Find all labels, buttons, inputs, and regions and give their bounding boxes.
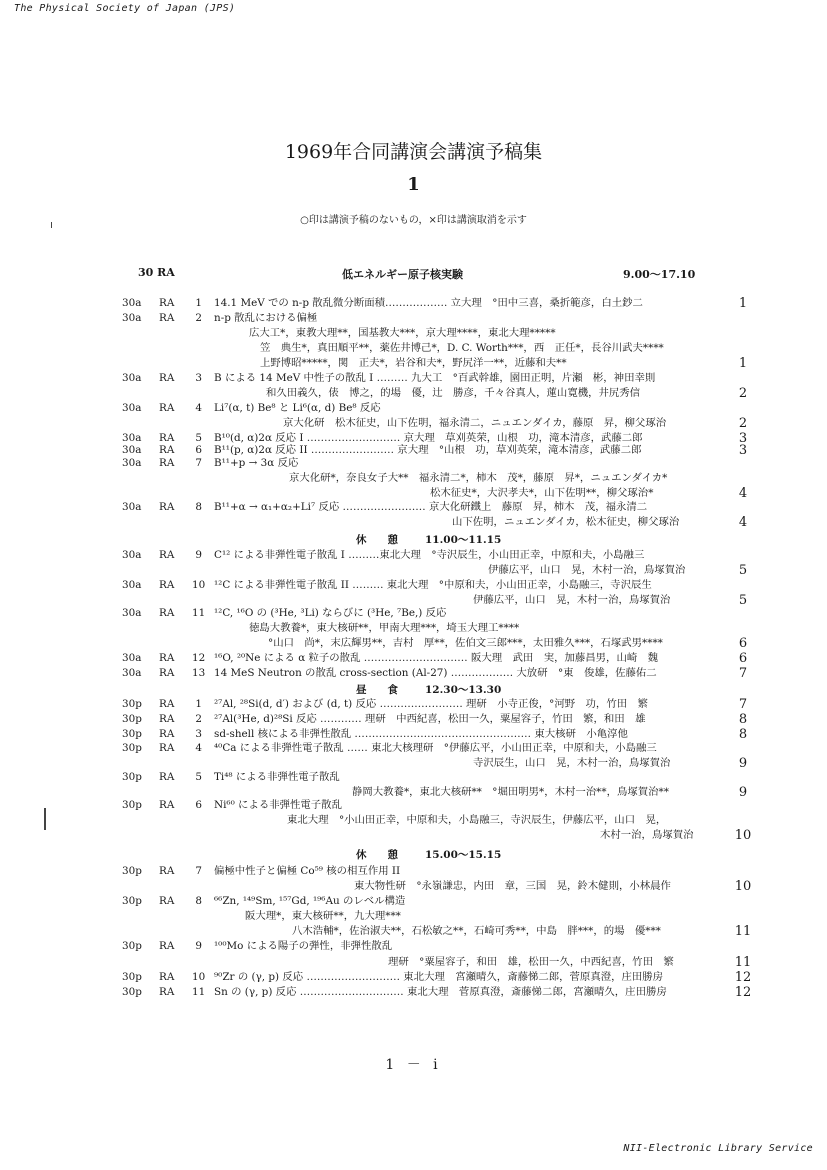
break-row xyxy=(0,682,827,697)
program-line xyxy=(0,712,827,727)
session-room: RA xyxy=(159,728,175,740)
talk-entry: 伊藤広平，山口 晃，木村一治，鳥塚賀治 xyxy=(473,594,671,606)
talk-entry: 静岡大教養*，東北大核研** °堀田明男*，木村一治**，鳥塚賀治** xyxy=(352,786,669,798)
source-footer: NII-Electronic Library Service xyxy=(623,1143,813,1154)
talk-entry: ²⁷Al(³He, d)²⁸Si 反応 ………… 理研 中西紀喜，松田一久，粟屋容子，竹田 繁，和田 雄 xyxy=(214,713,646,725)
session-day: 30p xyxy=(122,742,142,754)
page-ref: 2 xyxy=(738,386,748,401)
page-ref: 4 xyxy=(738,486,748,501)
program-line xyxy=(0,939,827,954)
program-line xyxy=(0,578,827,593)
talk-entry: 和久田義久，俵 博之，的場 優，辻 勝彦，千々谷真人，蓮山寛機，井尻秀信 xyxy=(266,387,641,399)
program-line xyxy=(0,621,827,636)
talk-number: 3 xyxy=(195,728,202,740)
page-ref: 11 xyxy=(734,955,752,970)
talk-entry: ¹⁶O, ²⁰Ne による α 粒子の散乱 ………………………… 阪大理 武田 実，加藤昌男，山崎 魏 xyxy=(214,652,659,664)
session-day: 30p xyxy=(122,971,142,983)
break-label: 昼 食 xyxy=(356,684,398,696)
session-room: RA xyxy=(159,432,175,444)
break-label: 休 憩 xyxy=(356,849,398,861)
session-room: RA xyxy=(159,940,175,952)
session-room: RA xyxy=(159,698,175,710)
talk-entry: 理研 °粟屋容子，和田 雄，松田一久，中西紀喜，竹田 繁 xyxy=(388,956,674,968)
talk-number: 6 xyxy=(195,799,202,811)
program-line xyxy=(0,651,827,666)
program-line xyxy=(0,636,827,651)
session-day: 30p xyxy=(122,895,142,907)
program-line xyxy=(0,985,827,1000)
session-room: RA xyxy=(159,799,175,811)
talk-entry: 東大物性研 °永嶺謙忠，内田 章，三国 晃，鈴木健則，小林晨作 xyxy=(354,880,671,892)
talk-number: 10 xyxy=(192,579,206,591)
session-header xyxy=(0,266,827,282)
page-ref: 11 xyxy=(734,924,752,939)
page-ref: 8 xyxy=(738,712,748,727)
talk-entry: ²⁷Al, ²⁸Si(d, d′) および (d, t) 反応 …………………… 理研 小寺正俊，°河野 功，竹田 繁 xyxy=(214,698,648,710)
talk-number: 5 xyxy=(195,432,202,444)
program-line xyxy=(0,341,827,356)
program-line xyxy=(0,606,827,621)
program-line xyxy=(0,486,827,501)
program-line xyxy=(0,756,827,771)
page-ref: 10 xyxy=(734,879,752,894)
program-line xyxy=(0,909,827,924)
program-line xyxy=(0,326,827,341)
session-room: RA xyxy=(159,549,175,561)
talk-number: 2 xyxy=(195,713,202,725)
session-room: RA xyxy=(159,713,175,725)
page-ref: 10 xyxy=(734,828,752,843)
program-line xyxy=(0,471,827,486)
session-day: 30p xyxy=(122,713,142,725)
talk-entry: 笠 典生*，真田順平**，薬佐井博己*，D. C. Worth***，西 正任*，長谷川武夫**** xyxy=(260,342,664,354)
program-line xyxy=(0,500,827,515)
session-day: 30a xyxy=(122,432,142,444)
program-line xyxy=(0,666,827,681)
talk-number: 9 xyxy=(195,549,202,561)
page-ref: 5 xyxy=(738,593,748,608)
session-room: RA xyxy=(159,986,175,998)
program-line xyxy=(0,924,827,939)
page-ref: 6 xyxy=(738,651,748,666)
talk-entry: ¹⁰⁰Mo による陽子の弾性，非弾性散乱 xyxy=(214,940,393,952)
program-line xyxy=(0,456,827,471)
program-line xyxy=(0,741,827,756)
legend-note: ○印は講演予稿のないもの，×印は講演取消を示す xyxy=(300,215,527,226)
break-time: 12.30～13.30 xyxy=(425,684,502,696)
session-room: RA xyxy=(159,667,175,679)
talk-entry: 上野博昭*****，関 正夫*，岩谷和夫*，野尻洋一**，近藤和夫** xyxy=(260,357,567,369)
talk-entry: ⁹⁰Zr の (γ, p) 反応 ……………………… 東北大理 宮瀬晴久，斎藤悌二郎，菅原真澄，庄田勝房 xyxy=(214,971,664,983)
talk-number: 1 xyxy=(195,297,202,309)
page-ref: 3 xyxy=(738,443,748,458)
talk-entry: sd-shell 核による非弾性散乱 …………………………………………… 東大核研 小亀淳他 xyxy=(214,728,628,740)
session-day: 30a xyxy=(122,607,142,619)
talk-entry: 偏極中性子と偏極 Co⁵⁹ 核の相互作用 II xyxy=(214,865,401,877)
talk-entry: 伊藤広平，山口 晃，木村一治，鳥塚賀治 xyxy=(488,564,686,576)
talk-number: 1 xyxy=(195,698,202,710)
session-room: RA xyxy=(159,865,175,877)
session-name: 低エネルギー原子核実験 xyxy=(342,268,463,281)
session-room: RA xyxy=(159,579,175,591)
talk-number: 7 xyxy=(195,865,202,877)
page-ref: 7 xyxy=(738,666,748,681)
program-line xyxy=(0,970,827,985)
page-ref: 3 xyxy=(738,431,748,446)
program-line xyxy=(0,311,827,326)
talk-number: 6 xyxy=(195,444,202,456)
page-ref: 7 xyxy=(738,697,748,712)
talk-entry: 14 MeS Neutron の散乱 cross-section (Al-27) ……………… 大放研 °東 俊雄，佐藤佑二 xyxy=(214,667,657,679)
program-line xyxy=(0,864,827,879)
talk-entry: B¹¹+p → 3α 反応 xyxy=(214,457,299,469)
program-line xyxy=(0,563,827,578)
talk-entry: ⁴⁰Ca による非弾性電子散乱 …… 東北大核理研 °伊藤広平，小山田正幸，中原和夫，小島融三 xyxy=(214,742,657,754)
session-day: 30p xyxy=(122,940,142,952)
program-line xyxy=(0,813,827,828)
volume-number: 1 xyxy=(407,174,420,195)
source-header: The Physical Society of Japan (JPS) xyxy=(14,3,236,14)
talk-number: 4 xyxy=(195,402,202,414)
session-room: RA xyxy=(159,771,175,783)
talk-number: 11 xyxy=(192,607,206,619)
break-label: 休 憩 xyxy=(356,534,398,546)
talk-number: 9 xyxy=(195,940,202,952)
talk-number: 8 xyxy=(195,501,202,513)
program-line xyxy=(0,371,827,386)
session-day: 30a xyxy=(122,501,142,513)
talk-entry: 京大化研*，奈良女子大** 福永清二*，柿木 茂*，藤原 昇*，ニュエンダイカ* xyxy=(289,472,668,484)
session-day: 30a xyxy=(122,457,142,469)
program-line xyxy=(0,879,827,894)
session-day: 30p xyxy=(122,728,142,740)
talk-entry: C¹² による非弾性電子散乱 I ………東北大理 °寺沢辰生，小山田正幸，中原和夫，小島融三 xyxy=(214,549,645,561)
session-room: RA xyxy=(159,444,175,456)
program-line xyxy=(0,955,827,970)
session-day: 30a xyxy=(122,667,142,679)
talk-number: 3 xyxy=(195,372,202,384)
talk-entry: Sn の (γ, p) 反応 ………………………… 東北大理 菅原真澄，斎藤悌二郎，宮瀬晴久，庄田勝房 xyxy=(214,986,667,998)
talk-entry: 14.1 MeV での n-p 散乱微分断面積……………… 立大理 °田中三喜，桑折範彦，白土鈔二 xyxy=(214,297,643,309)
session-room: RA xyxy=(159,895,175,907)
page-ref: 1 xyxy=(738,356,748,371)
program-line xyxy=(0,296,827,311)
program-line xyxy=(0,727,827,742)
scan-mark xyxy=(44,808,46,830)
session-day: 30p xyxy=(122,986,142,998)
session-day: 30a xyxy=(122,579,142,591)
talk-entry: °山口 尚*，末広輝男**，吉村 厚**，佐伯文三郎***，太田雅久***，石塚武男**** xyxy=(268,637,663,649)
talk-number: 7 xyxy=(195,457,202,469)
talk-entry: Ti⁴⁸ による非弾性電子散乱 xyxy=(214,771,340,783)
talk-number: 4 xyxy=(195,742,202,754)
talk-entry: 八木浩輔*，佐治淑夫**，石松敏之**，石崎可秀**，中島 胖***，的場 優*** xyxy=(292,925,661,937)
talk-number: 10 xyxy=(192,971,206,983)
break-row xyxy=(0,847,827,862)
talk-entry: n-p 散乱における偏極 xyxy=(214,312,318,324)
talk-entry: B による 14 MeV 中性子の散乱 I ……… 九大工 °百武幹雄，園田正明，片瀬 彬，神田幸則 xyxy=(214,372,656,384)
talk-entry: B¹¹(p, α)2α 反応 II …………………… 京大理 °山根 功，草刈英荣，滝本清彦，武藤二郎 xyxy=(214,444,642,456)
page-ref: 9 xyxy=(738,785,748,800)
session-day: 30p xyxy=(122,698,142,710)
talk-entry: ¹²C, ¹⁶O の (³He, ³Li) ならびに (³He, ⁷Be,) 反応 xyxy=(214,607,447,619)
talk-entry: 寺沢辰生，山口 晃，木村一治，鳥塚賀治 xyxy=(473,757,671,769)
session-day: 30a xyxy=(122,652,142,664)
session-day: 30p xyxy=(122,865,142,877)
page-ref: 8 xyxy=(738,727,748,742)
session-room: RA xyxy=(159,652,175,664)
program-line xyxy=(0,798,827,813)
session-code: 30 RA xyxy=(138,266,175,279)
talk-entry: Li⁷(α, t) Be⁸ と Li⁶(α, d) Be⁸ 反応 xyxy=(214,402,381,414)
break-time: 15.00～15.15 xyxy=(425,849,502,861)
talk-entry: 山下佐明，ニュエンダイカ，松木征史，柳父琢治 xyxy=(452,516,680,528)
session-room: RA xyxy=(159,402,175,414)
session-day: 30p xyxy=(122,771,142,783)
session-room: RA xyxy=(159,312,175,324)
talk-entry: Ni⁶⁰ による非弾性電子散乱 xyxy=(214,799,342,811)
session-day: 30a xyxy=(122,444,142,456)
talk-entry: ⁶⁶Zn, ¹⁴⁹Sm, ¹⁵⁷Gd, ¹⁹⁶Au のレベル構造 xyxy=(214,895,406,907)
program-line xyxy=(0,386,827,401)
scan-mark xyxy=(51,222,52,228)
talk-number: 13 xyxy=(192,667,206,679)
session-day: 30a xyxy=(122,312,142,324)
page-ref: 2 xyxy=(738,416,748,431)
program-line xyxy=(0,894,827,909)
program-line xyxy=(0,515,827,530)
session-room: RA xyxy=(159,457,175,469)
session-room: RA xyxy=(159,501,175,513)
talk-number: 8 xyxy=(195,895,202,907)
talk-number: 2 xyxy=(195,312,202,324)
session-room: RA xyxy=(159,742,175,754)
session-room: RA xyxy=(159,297,175,309)
session-room: RA xyxy=(159,607,175,619)
session-day: 30a xyxy=(122,372,142,384)
talk-entry: B¹¹+α → α₁+α₂+Li⁷ 反応 …………………… 京大化研鐵上 藤原 昇，柿木 茂，福永清二 xyxy=(214,501,648,513)
program-line xyxy=(0,356,827,371)
talk-entry: 松木征史*，大沢孝夫*，山下佐明**，柳父琢治* xyxy=(430,487,654,499)
page-ref: 12 xyxy=(734,970,752,985)
talk-number: 5 xyxy=(195,771,202,783)
talk-entry: 徳島大教養*，東大核研**，甲南大理***，埼玉大理工**** xyxy=(249,622,520,634)
page-ref: 6 xyxy=(738,636,748,651)
session-room: RA xyxy=(159,372,175,384)
program-line xyxy=(0,548,827,563)
talk-entry: 阪大理*，東大核研**，九大理*** xyxy=(245,910,401,922)
page-ref: 12 xyxy=(734,985,752,1000)
program-line xyxy=(0,770,827,785)
talk-entry: 木村一治，鳥塚賀治 xyxy=(600,829,694,841)
page-ref: 4 xyxy=(738,515,748,530)
session-room: RA xyxy=(159,971,175,983)
session-day: 30a xyxy=(122,549,142,561)
talk-number: 11 xyxy=(192,986,206,998)
page-title: 1969年合同講演会講演予稿集 xyxy=(284,141,543,163)
program-line xyxy=(0,416,827,431)
talk-entry: B¹⁰(d, α)2α 反応 I ……………………… 京大理 草刈英荣，山根 功，滝本清彦，武藤二郎 xyxy=(214,432,643,444)
session-time: 9.00～17.10 xyxy=(623,268,696,281)
page-ref: 5 xyxy=(738,563,748,578)
program-line xyxy=(0,828,827,843)
page-ref: 9 xyxy=(738,756,748,771)
program-line xyxy=(0,697,827,712)
page-number: 1 － i xyxy=(385,1057,442,1073)
page-ref: 1 xyxy=(738,296,748,311)
break-time: 11.00～11.15 xyxy=(425,534,502,546)
talk-entry: ¹²C による非弾性電子散乱 II ……… 東北大理 °中原和夫，小山田正幸，小島融三，寺沢辰生 xyxy=(214,579,652,591)
break-row xyxy=(0,532,827,547)
session-day: 30a xyxy=(122,402,142,414)
talk-entry: 京大化研 松木征史，山下佐明，福永清二，ニュエンダイカ，藤原 昇，柳父琢治 xyxy=(283,417,667,429)
session-day: 30p xyxy=(122,799,142,811)
session-day: 30a xyxy=(122,297,142,309)
talk-entry: 東北大理 °小山田正幸，中原和夫，小島融三，寺沢辰生，伊藤広平，山口 晃， xyxy=(287,814,667,826)
talk-entry: 広大工*，東教大理**，国基教大***，京大理****，東北大理***** xyxy=(249,327,556,339)
talk-number: 12 xyxy=(192,652,206,664)
program-line xyxy=(0,401,827,416)
